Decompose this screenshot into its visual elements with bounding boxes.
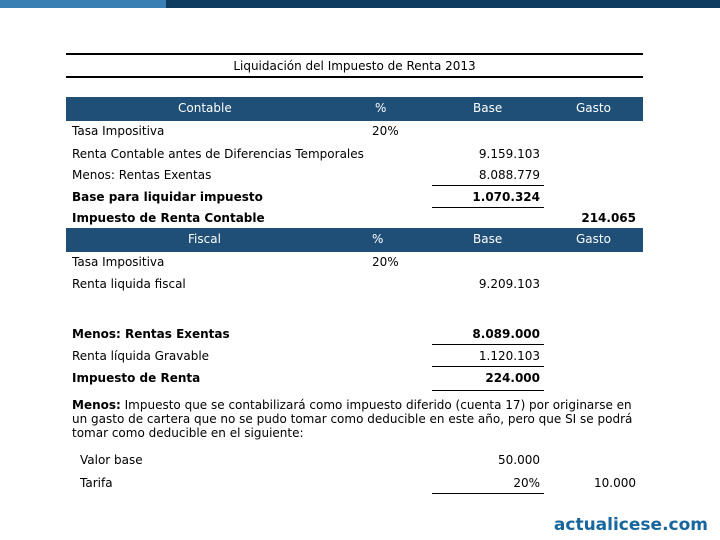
contable-row-base: 8.088.779 bbox=[478, 168, 540, 182]
tarifa-pct: 20% bbox=[513, 476, 540, 490]
contable-row-label: Menos: Rentas Exentas bbox=[72, 168, 212, 182]
contable-row-label: Base para liquidar impuesto bbox=[72, 190, 263, 204]
contable-row-base: 9.159.103 bbox=[478, 147, 540, 161]
tarifa-rule bbox=[432, 493, 544, 494]
contable-header bbox=[66, 97, 643, 121]
top-bar-accent bbox=[0, 0, 166, 8]
contable-row-gasto: 214.065 bbox=[581, 211, 636, 225]
contable-row-pct: 20% bbox=[372, 124, 399, 138]
fiscal-header-pct: % bbox=[372, 232, 384, 246]
contable-header-label: Contable bbox=[178, 101, 232, 115]
total-rule bbox=[432, 207, 544, 208]
fiscal-row-label: Renta liquida fiscal bbox=[72, 277, 186, 291]
fiscal-header bbox=[66, 228, 643, 252]
contable-row-base: 1.070.324 bbox=[472, 190, 540, 204]
tarifa-label: Tarifa bbox=[80, 476, 113, 490]
note-lead: Menos: bbox=[72, 398, 121, 412]
contable-row-label: Impuesto de Renta Contable bbox=[72, 211, 265, 225]
fiscal-row-label: Tasa Impositiva bbox=[72, 255, 165, 269]
contable-row-label: Tasa Impositiva bbox=[72, 124, 165, 138]
brand-logo-text[interactable]: actualicese.com bbox=[553, 515, 708, 535]
fiscal-row-pct: 20% bbox=[372, 255, 399, 269]
fiscal-header-gasto: Gasto bbox=[576, 232, 611, 246]
contable-header-gasto: Gasto bbox=[576, 101, 611, 115]
fiscal-row-base: 9.209.103 bbox=[478, 277, 540, 291]
contable-header-pct: % bbox=[375, 101, 387, 115]
total-rule bbox=[432, 390, 544, 391]
fiscal-row-label: Menos: Rentas Exentas bbox=[72, 327, 230, 341]
deferred-tax-note bbox=[72, 398, 640, 440]
page-title: Liquidación del Impuesto de Renta 2013 bbox=[233, 59, 476, 73]
valor-base-value: 50.000 bbox=[498, 453, 540, 467]
fiscal-row-label: Impuesto de Renta bbox=[72, 371, 201, 385]
subtotal-rule bbox=[432, 344, 544, 345]
note-text: Impuesto que se contabilizará como impuesto diferido (cuenta 17) por originarse en un gasto de cartera que no se pudo tomar como deducible en este año, pero que SI se podrá tomar como deducible en el siguiente: bbox=[72, 398, 633, 440]
subtotal-rule bbox=[432, 185, 544, 186]
fiscal-header-label: Fiscal bbox=[188, 232, 221, 246]
fiscal-row-base: 1.120.103 bbox=[478, 349, 540, 363]
fiscal-row-base: 224.000 bbox=[485, 371, 540, 385]
contable-row-label: Renta Contable antes de Diferencias Temporales bbox=[72, 147, 364, 161]
tarifa-value: 10.000 bbox=[594, 476, 636, 490]
valor-base-label: Valor base bbox=[80, 453, 143, 467]
top-bar bbox=[166, 0, 720, 8]
title-bottom-rule bbox=[66, 76, 643, 78]
fiscal-row-base: 8.089.000 bbox=[472, 327, 540, 341]
subtotal-rule bbox=[432, 366, 544, 367]
title-top-rule bbox=[66, 53, 643, 55]
fiscal-header-base: Base bbox=[473, 232, 503, 246]
contable-header-base: Base bbox=[473, 101, 503, 115]
fiscal-row-label: Renta líquida Gravable bbox=[72, 349, 210, 363]
